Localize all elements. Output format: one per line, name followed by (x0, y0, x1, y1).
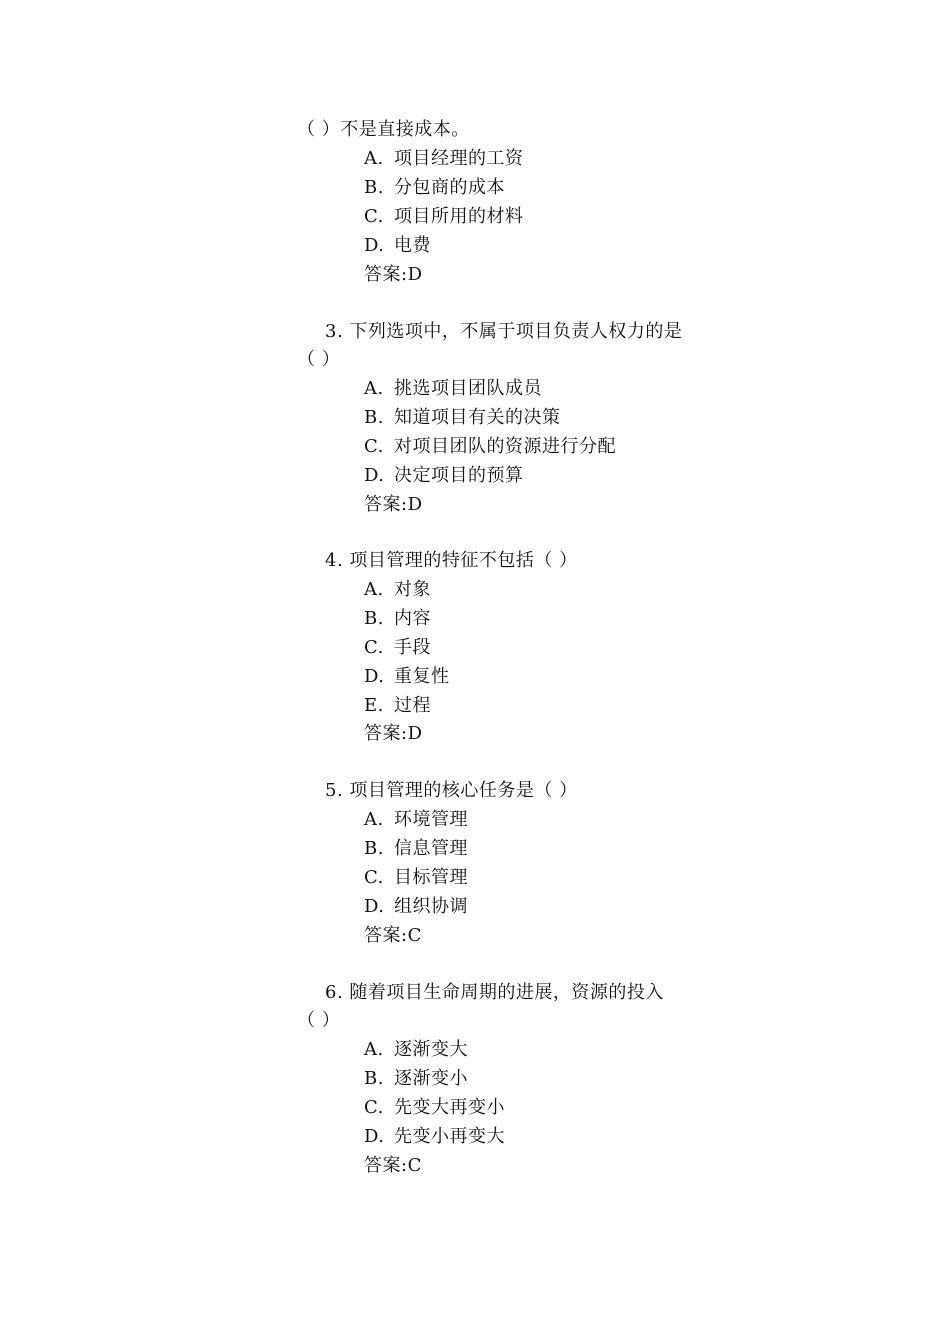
question-stem: 6. 随着项目生命周期的进展，资源的投入 (325, 982, 664, 1003)
option-text: 重复性 (394, 666, 450, 687)
option-d (364, 665, 450, 689)
option-text: 对象 (394, 579, 431, 600)
option-text: 目标管理 (394, 867, 468, 888)
option-d (364, 464, 524, 488)
question-stem: 3. 下列选项中，不属于项目负责人权力的是 (325, 321, 683, 342)
option-a (364, 808, 468, 832)
option-text: 信息管理 (394, 838, 468, 859)
option-letter: C. (364, 867, 384, 888)
answer: 答案:C (364, 925, 422, 946)
option-letter: C. (364, 206, 384, 227)
question-stem-continuation: （ ）不是直接成本。 (297, 119, 470, 140)
option-text: 组织协调 (394, 896, 468, 917)
option-text: 先变小再变大 (394, 1126, 505, 1147)
option-text: 内容 (394, 608, 431, 629)
option-c (364, 636, 431, 660)
option-letter: C. (364, 1097, 384, 1118)
option-letter: A. (364, 579, 384, 600)
option-b (364, 1067, 468, 1091)
option-letter: B. (364, 838, 384, 859)
option-d (364, 234, 431, 258)
option-text: 挑选项目团队成员 (394, 378, 542, 399)
option-text: 项目经理的工资 (394, 148, 524, 169)
option-b (364, 607, 431, 631)
option-e (364, 694, 431, 718)
option-letter: B. (364, 407, 384, 428)
option-text: 先变大再变小 (394, 1097, 505, 1118)
option-c (364, 205, 524, 229)
option-text: 环境管理 (394, 809, 468, 830)
option-a (364, 377, 542, 401)
option-letter: D. (364, 896, 385, 917)
option-letter: D. (364, 1126, 385, 1147)
option-letter: E. (364, 695, 384, 716)
option-letter: B. (364, 608, 384, 629)
question-stem-continuation: （ ） (297, 349, 341, 370)
option-text: 决定项目的预算 (394, 465, 524, 486)
option-text: 手段 (394, 637, 431, 658)
option-letter: A. (364, 1039, 384, 1060)
option-c (364, 435, 616, 459)
option-letter: A. (364, 148, 384, 169)
option-a (364, 578, 431, 602)
option-letter: B. (364, 177, 384, 198)
option-b (364, 837, 468, 861)
answer: 答案:D (364, 494, 423, 515)
option-letter: B. (364, 1068, 384, 1089)
question-stem: 4. 项目管理的特征不包括（ ） (325, 550, 578, 571)
option-b (364, 406, 561, 430)
option-b (364, 176, 505, 200)
option-a (364, 1038, 468, 1062)
option-letter: A. (364, 378, 384, 399)
option-d (364, 1125, 505, 1149)
option-text: 分包商的成本 (394, 177, 505, 198)
option-text: 对项目团队的资源进行分配 (394, 436, 616, 457)
option-letter: A. (364, 809, 384, 830)
option-letter: D. (364, 465, 385, 486)
option-text: 项目所用的材料 (394, 206, 524, 227)
option-a (364, 147, 524, 171)
answer: 答案:D (364, 264, 423, 285)
option-text: 逐渐变小 (394, 1068, 468, 1089)
option-text: 逐渐变大 (394, 1039, 468, 1060)
option-letter: C. (364, 637, 384, 658)
option-text: 过程 (394, 695, 431, 716)
question-stem-continuation: （ ） (297, 1010, 341, 1031)
question-stem: 5. 项目管理的核心任务是（ ） (325, 780, 578, 801)
answer: 答案:C (364, 1155, 422, 1176)
answer: 答案:D (364, 723, 423, 744)
option-letter: C. (364, 436, 384, 457)
option-text: 电费 (394, 235, 431, 256)
option-letter: D. (364, 666, 385, 687)
option-d (364, 895, 468, 919)
option-c (364, 1096, 505, 1120)
option-c (364, 866, 468, 890)
option-letter: D. (364, 235, 385, 256)
option-text: 知道项目有关的决策 (394, 407, 561, 428)
